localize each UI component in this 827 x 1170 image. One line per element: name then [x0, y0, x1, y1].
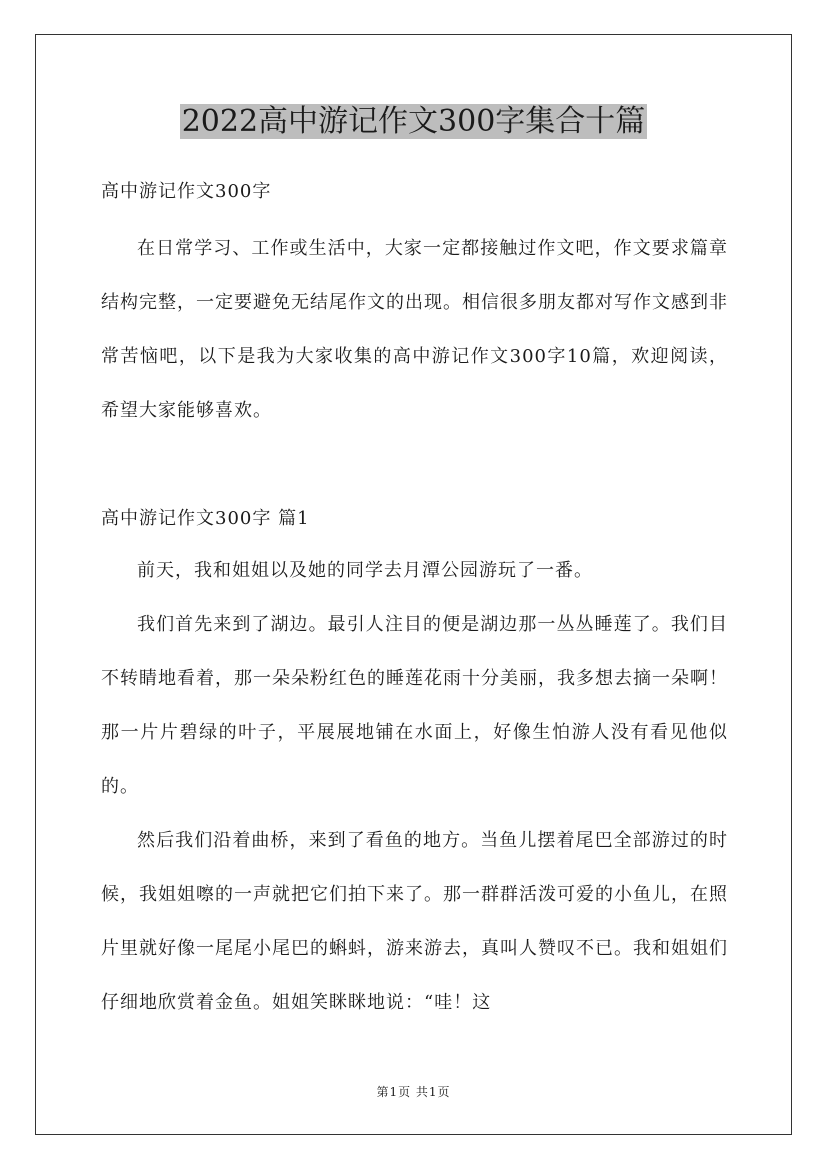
article-paragraph-2: 我们首先来到了湖边。最引人注目的便是湖边那一丛丛睡莲了。我们目不转睛地看着，那一朵朵粉红色的睡莲花雨十分美丽，我多想去摘一朵啊！那一片片碧绿的叶子，平展展地铺在水面上，好像生怕游人没有看见他似的。 [101, 614, 728, 797]
document-title [0, 100, 827, 144]
intro-paragraph: 在日常学习、工作或生活中，大家一定都接触过作文吧，作文要求篇章结构完整，一定要避免无结尾作文的出现。相信很多朋友都对写作文感到非常苦恼吧，以下是我为大家收集的高中游记作文300字10篇，欢迎阅读，希望大家能够喜欢。 [101, 238, 728, 421]
page-footer: 第1页 共1页 [376, 1085, 451, 1099]
document-title-text: 2022高中游记作文300字集合十篇 [181, 104, 646, 139]
article-heading: 高中游记作文300字 篇1 [101, 508, 310, 529]
article-paragraph-1: 前天，我和姐姐以及她的同学去月潭公园游玩了一番。 [137, 560, 593, 581]
intro-heading: 高中游记作文300字 [101, 181, 272, 202]
article-section [101, 544, 728, 1030]
intro-section [101, 222, 728, 438]
article-paragraph-3: 然后我们沿着曲桥，来到了看鱼的地方。当鱼儿摆着尾巴全部游过的时候，我姐姐嚓的一声就把它们拍下来了。那一群群活泼可爱的小鱼儿，在照片里就好像一尾尾小尾巴的蝌蚪，游来游去，真叫人赞叹不已。我和姐姐们仔细地欣赏着金鱼。姐姐笑眯眯地说：“哇！这 [101, 830, 728, 1013]
